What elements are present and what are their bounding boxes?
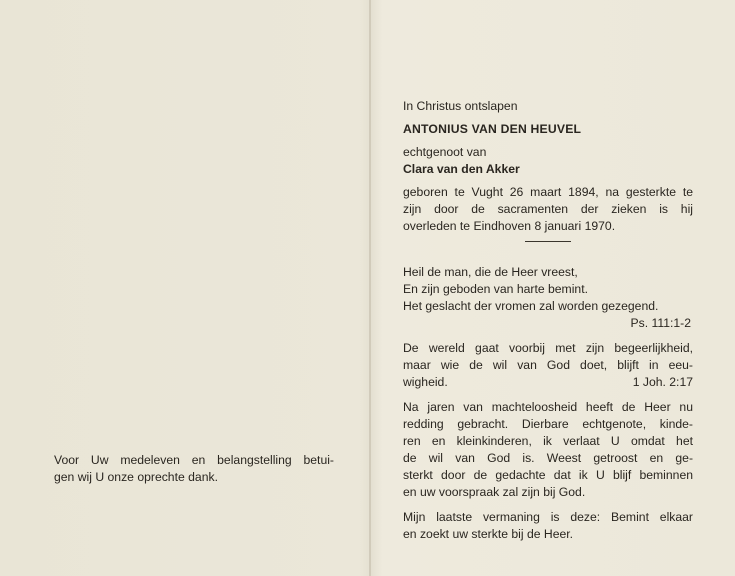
last-words-line: Mijn laatste vermaning is deze: Bemint elkaar <box>403 510 693 524</box>
redemption-line: redding gebracht. Dierbare echtgenote, kinde- <box>403 417 693 431</box>
john-line: maar wie de wil van God doet, blijft in eeu- <box>403 358 693 372</box>
deceased-name: ANTONIUS VAN DEN HEUVEL <box>403 122 582 136</box>
last-words-paragraph <box>403 509 693 543</box>
redemption-line: Na jaren van machteloosheid heeft de Heer nu <box>403 400 693 414</box>
psalm-line: Heil de man, die de Heer vreest, <box>403 265 578 279</box>
intro-text: In Christus ontslapen <box>403 99 518 113</box>
john-last-row <box>403 374 693 391</box>
last-words-line: en zoekt uw sterkte bij de Heer. <box>403 527 574 541</box>
bio-line: overleden te Eindhoven 8 januari 1970. <box>403 219 616 233</box>
spouse-label: echtgenoot van <box>403 145 487 159</box>
john-quote <box>403 340 693 391</box>
john-line: De wereld gaat voorbij met zijn begeerlijkheid, <box>403 341 693 355</box>
psalm-quote <box>403 264 693 332</box>
bio-block <box>403 184 693 235</box>
redemption-line: sterkt door de gedachte dat ik U blijf beminnen <box>403 468 693 482</box>
redemption-paragraph <box>403 399 693 501</box>
john-line: wigheid. <box>403 375 448 389</box>
psalm-reference: Ps. 111:1-2 <box>630 316 691 330</box>
spouse-name: Clara van den Akker <box>403 162 520 176</box>
redemption-line: de wil van God is. Weest getroost en ge- <box>403 451 693 465</box>
psalm-line: Het geslacht der vromen zal worden gezegend. <box>403 299 659 313</box>
redemption-line: en uw voorspraak zal zijn bij God. <box>403 485 586 499</box>
bio-line: geboren te Vught 26 maart 1894, na gesterkte te <box>403 185 693 199</box>
john-reference: 1 Joh. 2:17 <box>632 375 693 389</box>
thank-you-line: Voor Uw medeleven en belangstelling betui- <box>54 453 334 467</box>
card-fold <box>369 0 371 576</box>
redemption-line: ren en kleinkinderen, ik verlaat U omdat het <box>403 434 693 448</box>
bio-line: zijn door de sacramenten der zieken is hij <box>403 202 693 216</box>
thank-you-line: gen wij U onze oprechte dank. <box>54 470 218 484</box>
psalm-line: En zijn geboden van harte bemint. <box>403 282 588 296</box>
thank-you-note <box>54 452 334 486</box>
divider <box>525 241 571 242</box>
obituary-text <box>403 98 693 551</box>
